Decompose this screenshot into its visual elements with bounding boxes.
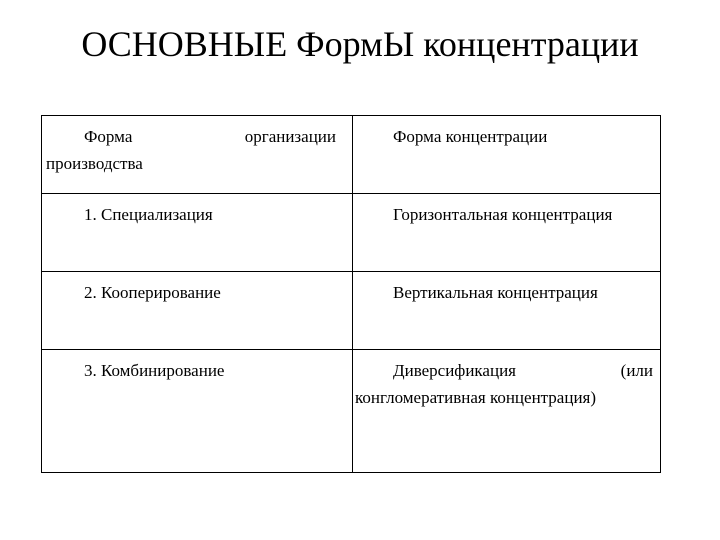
header-word-form: Форма — [84, 127, 133, 146]
cell-conglomerate-concentration: конгломеративная концентрация) — [355, 388, 597, 407]
diversification-word: Диверсификация — [393, 361, 516, 380]
slide-title: ОСНОВНЫЕ ФормЫ концентрации — [81, 24, 639, 64]
cell-vertical-concentration: Вертикальная концентрация — [393, 283, 598, 302]
header-concentration-form: Форма концентрации — [393, 127, 548, 146]
cell-diversification — [393, 359, 653, 383]
cell-combination: 3. Комбинирование — [84, 361, 225, 380]
cell-specialization: 1. Специализация — [84, 205, 213, 224]
forms-table — [41, 115, 661, 473]
column-divider — [352, 116, 353, 472]
header-word-organization: организации — [244, 127, 336, 146]
header-word-production: производства — [46, 154, 143, 173]
cell-cooperation: 2. Кооперирование — [84, 283, 221, 302]
diversification-or: (или — [620, 361, 653, 380]
cell-horizontal-concentration: Горизонтальная концентрация — [393, 205, 613, 224]
header-production-form — [84, 125, 336, 149]
